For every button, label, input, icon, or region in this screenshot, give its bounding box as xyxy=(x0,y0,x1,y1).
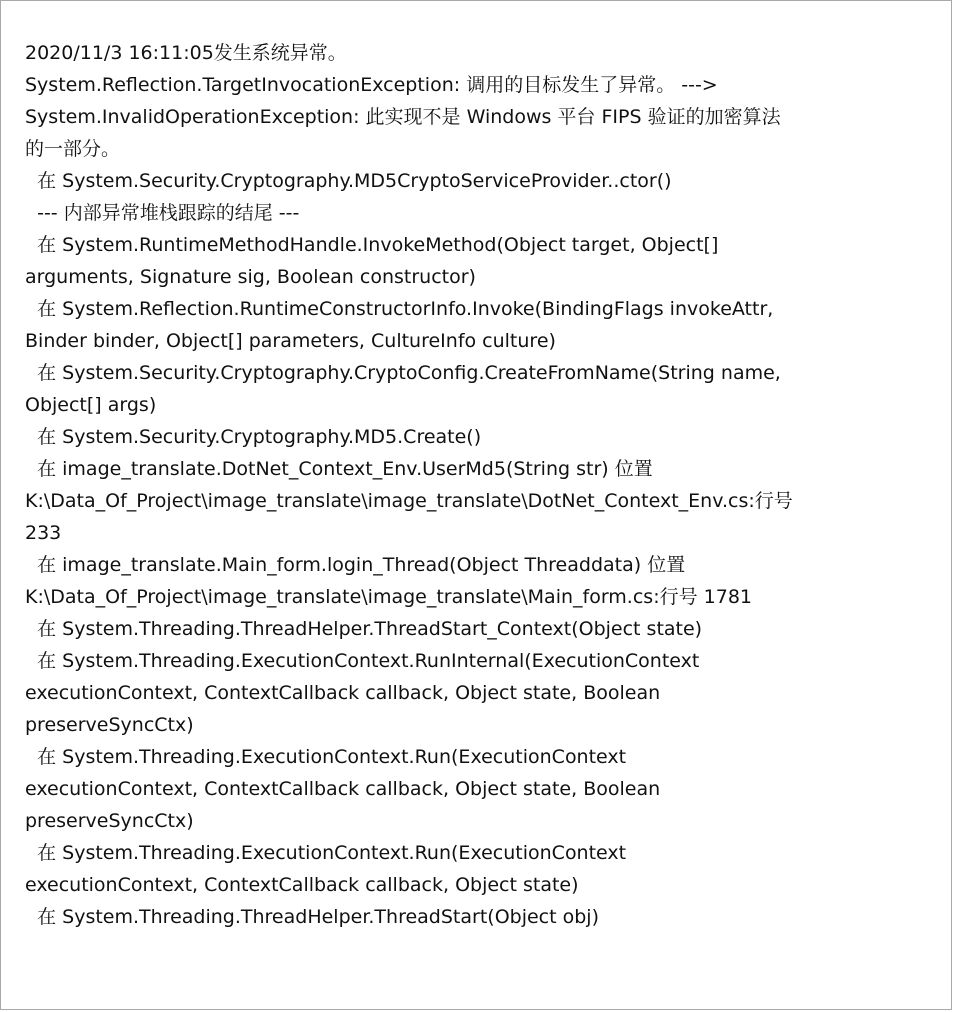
error-log-textarea[interactable] xyxy=(25,37,915,977)
